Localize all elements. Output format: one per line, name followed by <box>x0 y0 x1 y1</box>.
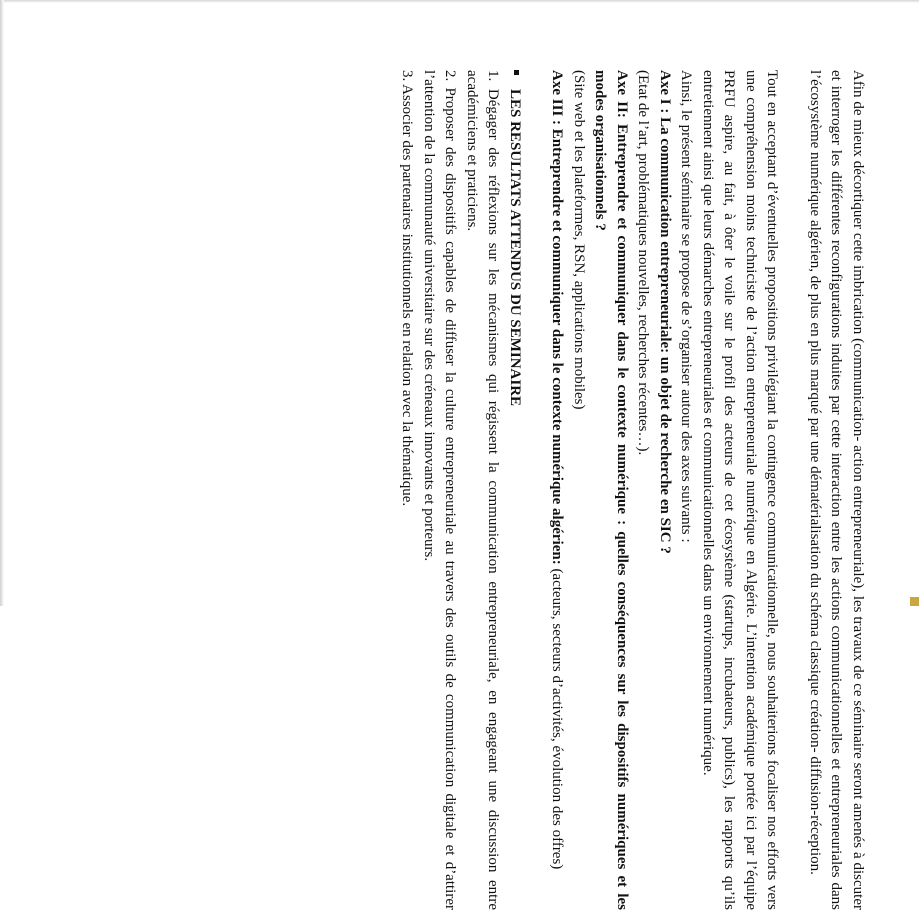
axe-1-detail: (Etat de l’art, problématiques nouvelles, recherches récentes…). <box>635 70 652 456</box>
axes-intro: Ainsi, le présent séminaire se propose de s’organiser autour des axes suivants : <box>678 70 695 543</box>
axe-1 <box>654 70 676 910</box>
result-item-3: 3. Associer des partenaires institutionnels en relation avec la thématique. <box>399 70 416 507</box>
page-top-shadow <box>0 0 919 3</box>
page-left-shadow <box>0 0 4 606</box>
axe-2-title: Axe II: Entreprendre et communiquer dans le contexte numérique : quelles conséquences sur les dispositifs numériques et les modes organisationnels ? <box>592 70 630 910</box>
axe-3-title: Axe III : Entreprendre et communiquer dans le contexte numérique algérien: <box>549 70 566 565</box>
results-heading: LES RESULTATS ATTENDUS DU SEMINAIRE <box>507 89 523 407</box>
document-body <box>188 70 868 910</box>
second-paragraph: Tout en acceptant d’éventuelles propositions privilégiant la contingence communicationnelle, nous souhaiterions focaliser nos efforts vers une compréhension moins techniciste de l’action entrepreneuriale numérique en Algérie. L’intention académique portée ici par l’équipe PRFU aspire, au fait, à ôter le voile sur le profil des acteurs de cet écosystème (startups, incubateurs, publics), les rapports qu’ils entretiennent ainsi que leurs démarches entrepreneuriales et communicationnelles dans un environnement numérique. <box>700 70 781 910</box>
axe-2 <box>589 70 632 910</box>
rotated-content-frame <box>28 70 868 910</box>
results-heading-line <box>504 70 526 910</box>
axe-1-title: Axe I : La communication entrepreneuriale: un objet de recherche en SIC ? <box>657 70 673 554</box>
square-bullet-icon <box>514 70 519 75</box>
result-item-1: 1. Dégager des réflexions sur les mécanismes qui régissent la communication entrepreneuriale, en engageant une discussion entre académiciens et praticiens. <box>464 70 502 910</box>
axe-3 <box>546 70 568 910</box>
section-gap <box>525 70 546 910</box>
result-item-2: 2. Proposer des dispositifs capables de diffuser la culture entrepreneuriale au travers des outils de communication digitale et d’attirer l’attention de la communauté universitaire sur des créneaux innovants et porteurs. <box>421 70 459 910</box>
corner-mark <box>910 597 919 606</box>
axe-2-detail: (Site web et les plateformes, RSN, applications mobiles) <box>571 70 587 410</box>
axe-3-detail: (acteurs, secteurs d’activités, évolution des offres) <box>549 568 566 870</box>
intro-paragraph: Afin de mieux décortiquer cette imbrication (communication- action entrepreneuriale), les travaux de ce séminaire seront amenés à discuter et interroger les différentes reconfigurations induites par cette interaction entre les actions communicationnelles et entrepreneuriales dans l’écosystème numérique algérien, de plus en plus marqué par une dématérialisation du schéma classique création- diffusion-réception. <box>807 70 866 910</box>
paragraph-gap <box>783 70 804 910</box>
